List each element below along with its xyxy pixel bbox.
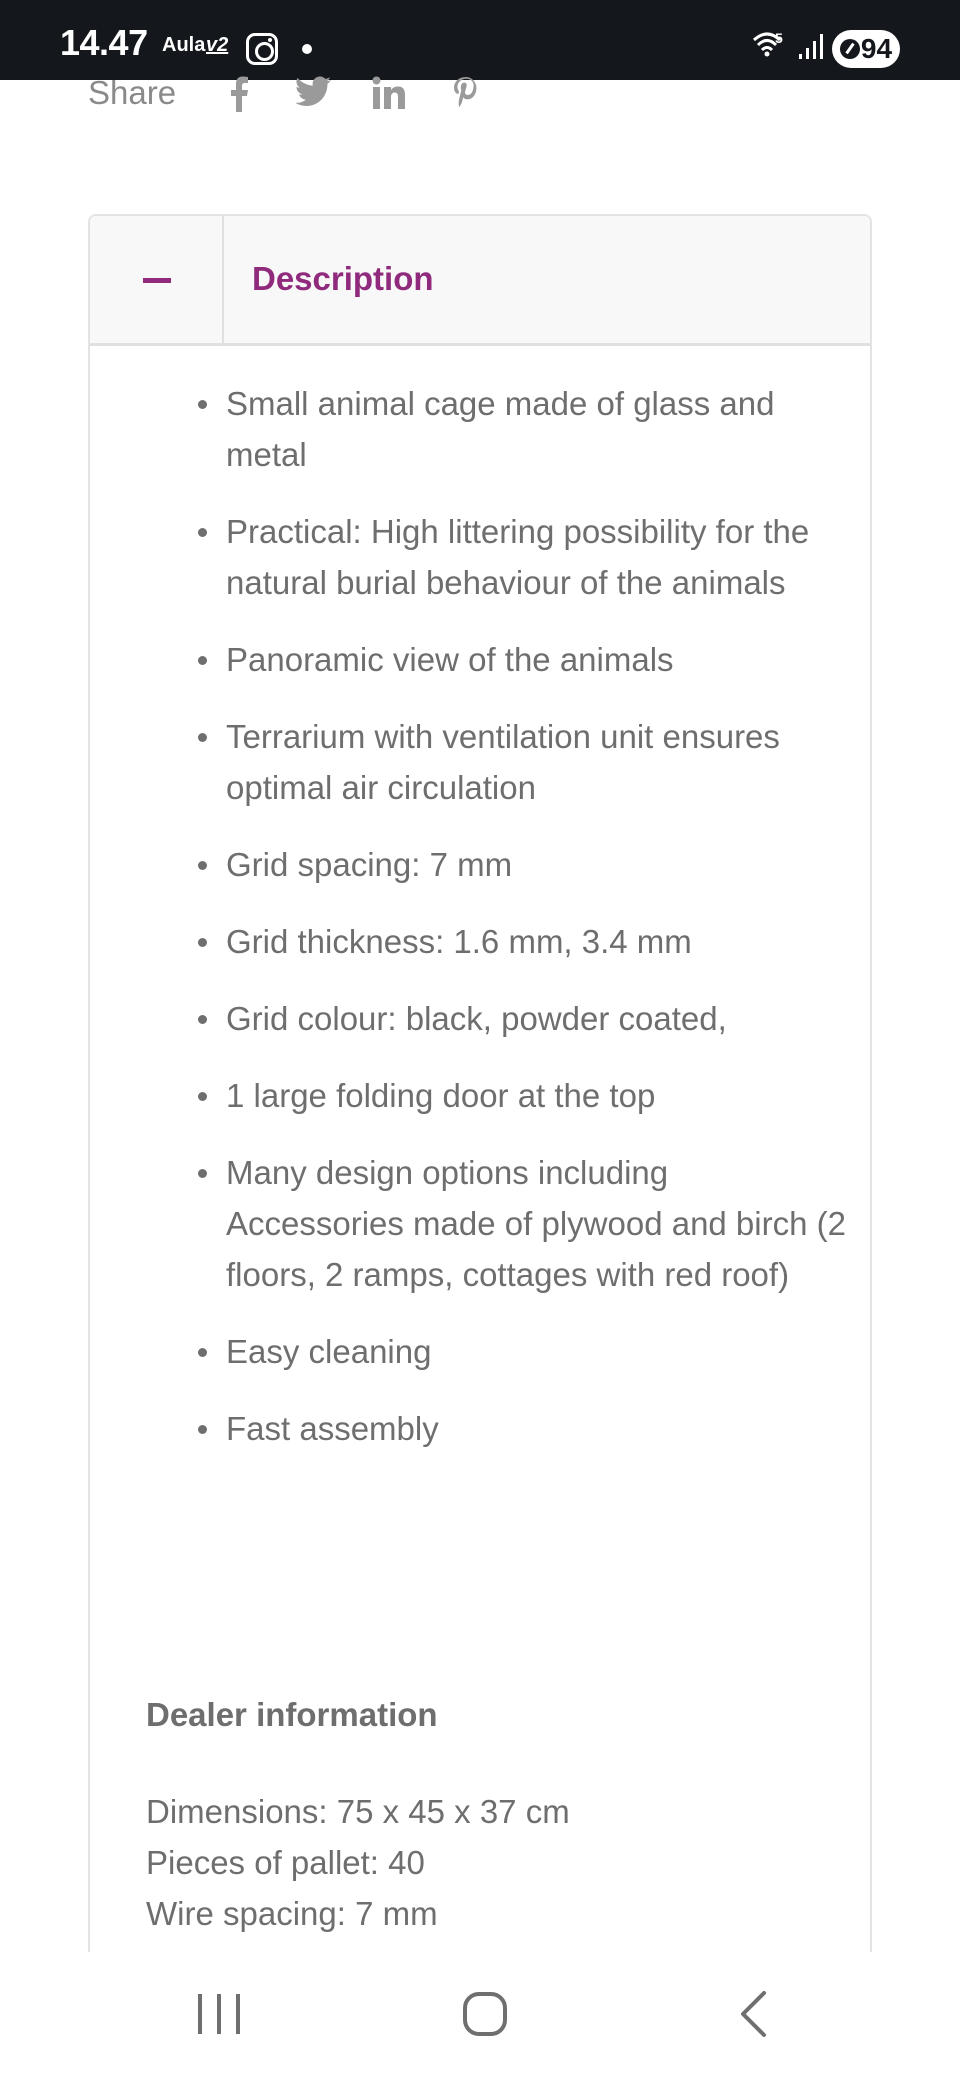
back-icon[interactable] bbox=[738, 1990, 768, 2038]
twitter-icon[interactable] bbox=[296, 76, 332, 108]
home-icon[interactable] bbox=[462, 1990, 508, 2038]
notification-dot-icon bbox=[302, 44, 312, 54]
facebook-icon[interactable] bbox=[228, 76, 250, 112]
list-item: Grid spacing: 7 mm bbox=[226, 839, 846, 890]
minus-icon bbox=[143, 278, 171, 283]
pinterest-icon[interactable] bbox=[452, 76, 480, 112]
dealer-info bbox=[146, 1786, 570, 1939]
share-label: Share bbox=[88, 74, 177, 111]
feature-list bbox=[226, 378, 846, 1480]
list-item: Small animal cage made of glass and metal bbox=[226, 378, 846, 480]
list-item: Easy cleaning bbox=[226, 1326, 846, 1377]
list-item: 1 large folding door at the top bbox=[226, 1070, 846, 1121]
accordion-toggle[interactable] bbox=[90, 216, 224, 343]
aula-app-icon: Aula bbox=[162, 34, 206, 56]
recents-icon[interactable] bbox=[196, 1990, 242, 2038]
list-item: Practical: High littering possibility for the natural burial behaviour of the animals bbox=[226, 506, 846, 608]
list-item: Grid colour: black, powder coated, bbox=[226, 993, 846, 1044]
dealer-pallet-pieces: Pieces of pallet: 40 bbox=[146, 1844, 425, 1881]
accordion-title[interactable]: Description bbox=[252, 260, 434, 297]
wifi-level: 5 bbox=[775, 30, 783, 46]
status-time: 14.47 bbox=[60, 22, 148, 63]
dealer-dimensions: Dimensions: 75 x 45 x 37 cm bbox=[146, 1793, 570, 1830]
dealer-wire-spacing: Wire spacing: 7 mm bbox=[146, 1895, 438, 1932]
list-item: Fast assembly bbox=[226, 1403, 846, 1454]
list-item: Panoramic view of the animals bbox=[226, 634, 846, 685]
v2-app-icon: v2 bbox=[206, 34, 229, 56]
list-item: Grid thickness: 1.6 mm, 3.4 mm bbox=[226, 916, 846, 967]
navigation-bar bbox=[0, 1952, 960, 2080]
instagram-icon bbox=[246, 33, 278, 65]
signal-icon bbox=[798, 32, 826, 60]
battery-indicator bbox=[832, 30, 900, 68]
list-item: Terrarium with ventilation unit ensures optimal air circulation bbox=[226, 711, 846, 813]
list-item: Many design options including Accessories made of plywood and birch (2 floors, 2 ramps, cottages with red roof) bbox=[226, 1147, 846, 1300]
accordion-header[interactable] bbox=[90, 216, 870, 346]
linkedin-icon[interactable] bbox=[372, 76, 406, 110]
status-bar bbox=[0, 0, 960, 80]
battery-level: 94 bbox=[860, 33, 893, 64]
battery-saver-icon bbox=[840, 39, 860, 59]
description-accordion bbox=[88, 214, 872, 1954]
dealer-info-heading: Dealer information bbox=[146, 1696, 438, 1733]
